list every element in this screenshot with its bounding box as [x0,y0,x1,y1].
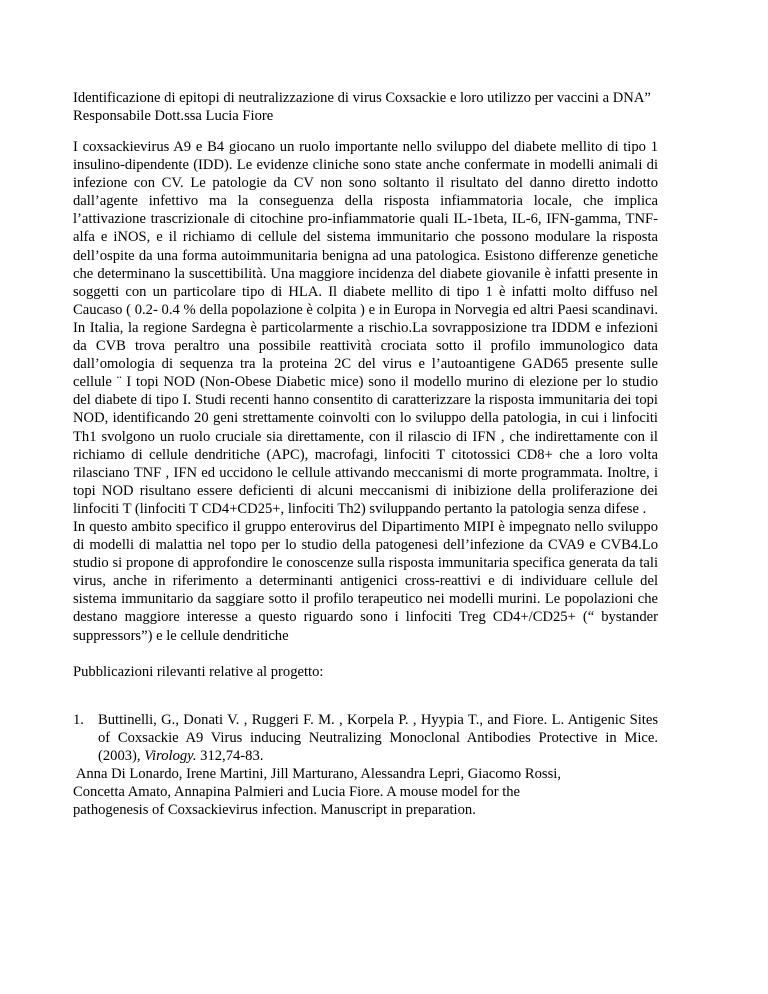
reference-number: 1. [73,712,84,728]
reference-line: pathogenesis of Coxsackievirus infection. Manuscript in preparation. [73,802,476,819]
body-paragraph: In questo ambito specifico il gruppo enterovirus del Dipartimento MIPI è impegnato nello sviluppo di modelli di malattia nel topo per lo studio della patogenesi dell’infezione da CVA9 e CVB4.Lo studio si propone di approfondire le conoscenze sulla risposta immunitaria specifica generata da tali virus, anche in riferimento a determinanti antigenici cross-reattivi e di individuare cellule del sistema immunitario da saggiare sotto il profilo terapeutico nei modelli murini. Le popolazioni che destano maggiore interesse a questo riguardo sono i linfociti Treg CD4+/CD25+ (“ bystander suppressors”) e le cellule dendritiche [73,518,658,644]
project-description [73,138,658,645]
reference-line: Concetta Amato, Annapina Palmieri and Lucia Fiore. A mouse model for the [73,784,521,801]
document-title: Identificazione di epitopi di neutralizzazione di virus Coxsackie e loro utilizzo per vaccini a DNA” Responsabile Dott.ssa Lucia Fiore [73,90,651,125]
publications-heading: Pubblicazioni rilevanti relative al progetto: [73,664,324,680]
reference-pages: 312,74-83. [196,748,264,765]
reference-item [73,711,658,765]
reference-text: Buttinelli, G., Donati V. , Ruggeri F. M. , Korpela P. , Hyypia T., and Fiore. L. Antigenic Sites of Coxsackie A9 Virus inducing Neutralizing Monoclonal Antibodies Protective in Mice. (2003), [98,712,658,765]
reference-line: Anna Di Lonardo, Irene Martini, Jill Marturano, Alessandra Lepri, Giacomo Rossi, [73,766,561,783]
body-paragraph: I coxsackievirus A9 e B4 giocano un ruolo importante nello sviluppo del diabete mellito di tipo 1 insulino-dipendente (IDD). Le evidenze cliniche sono state anche confermate in modelli animali di infezione con CV. Le patologie da CV non sono soltanto il risultato del danno diretto indotto dall’agente infettivo ma la conseguenza della risposta infiammatoria locale, che implica l’attivazione trascrizionale di citochine pro-infiammatorie quali IL-1beta, IL-6, IFN-gamma, TNF-alfa e iNOS, e il richiamo di cellule del sistema immunitario che possono modulare la risposta dell’ospite da una forma autoimmunitaria benigna ad una patologica. Esistono differenze genetiche che determinano la suscettibilità. Una maggiore incidenza del diabete giovanile è infatti presente in soggetti con un particolare tipo di HLA. Il diabete mellito di tipo 1 è infatti molto diffuso nel Caucaso ( 0.2- 0.4 % della popolazione è colpita ) e in Europa in Norvegia ed altri Paesi scandinavi. In Italia, la regione Sardegna è particolarmente a rischio.La sovrapposizione tra IDDM e infezioni da CVB trova peraltro una possibile reattività crociata sotto il profilo immunologico data dall’omologia di sequenza tra la proteina 2C del virus e l’autoantigene GAD65 presente sulle cellule ¨ I topi NOD (Non-Obese Diabetic mice) sono il modello murino di elezione per lo studio del diabete di tipo I. Studi recenti hanno consentito di caratterizzare la risposta immunitaria dei topi NOD, identificando 20 geni strettamente coinvolti con lo sviluppo della patologia, in cui i linfociti Th1 svolgono un ruolo cruciale sia direttamente, con il rilascio di IFN , che indirettamente con il richiamo di cellule dendritiche (APC), macrofagi, linfociti T citotossici CD8+ che a loro volta rilasciano TNF , IFN ed uccidono le cellule attivando meccanismi di morte programmata. Inoltre, i topi NOD risultano essere deficienti di alcuni meccanismi di inibizione della proliferazione dei linfociti T (linfociti T CD4+CD25+, linfociti Th2) sviluppando pertanto la patologia senza difese . [73,139,658,517]
reference-journal: Virology. [144,748,197,765]
publications-list [73,711,658,820]
